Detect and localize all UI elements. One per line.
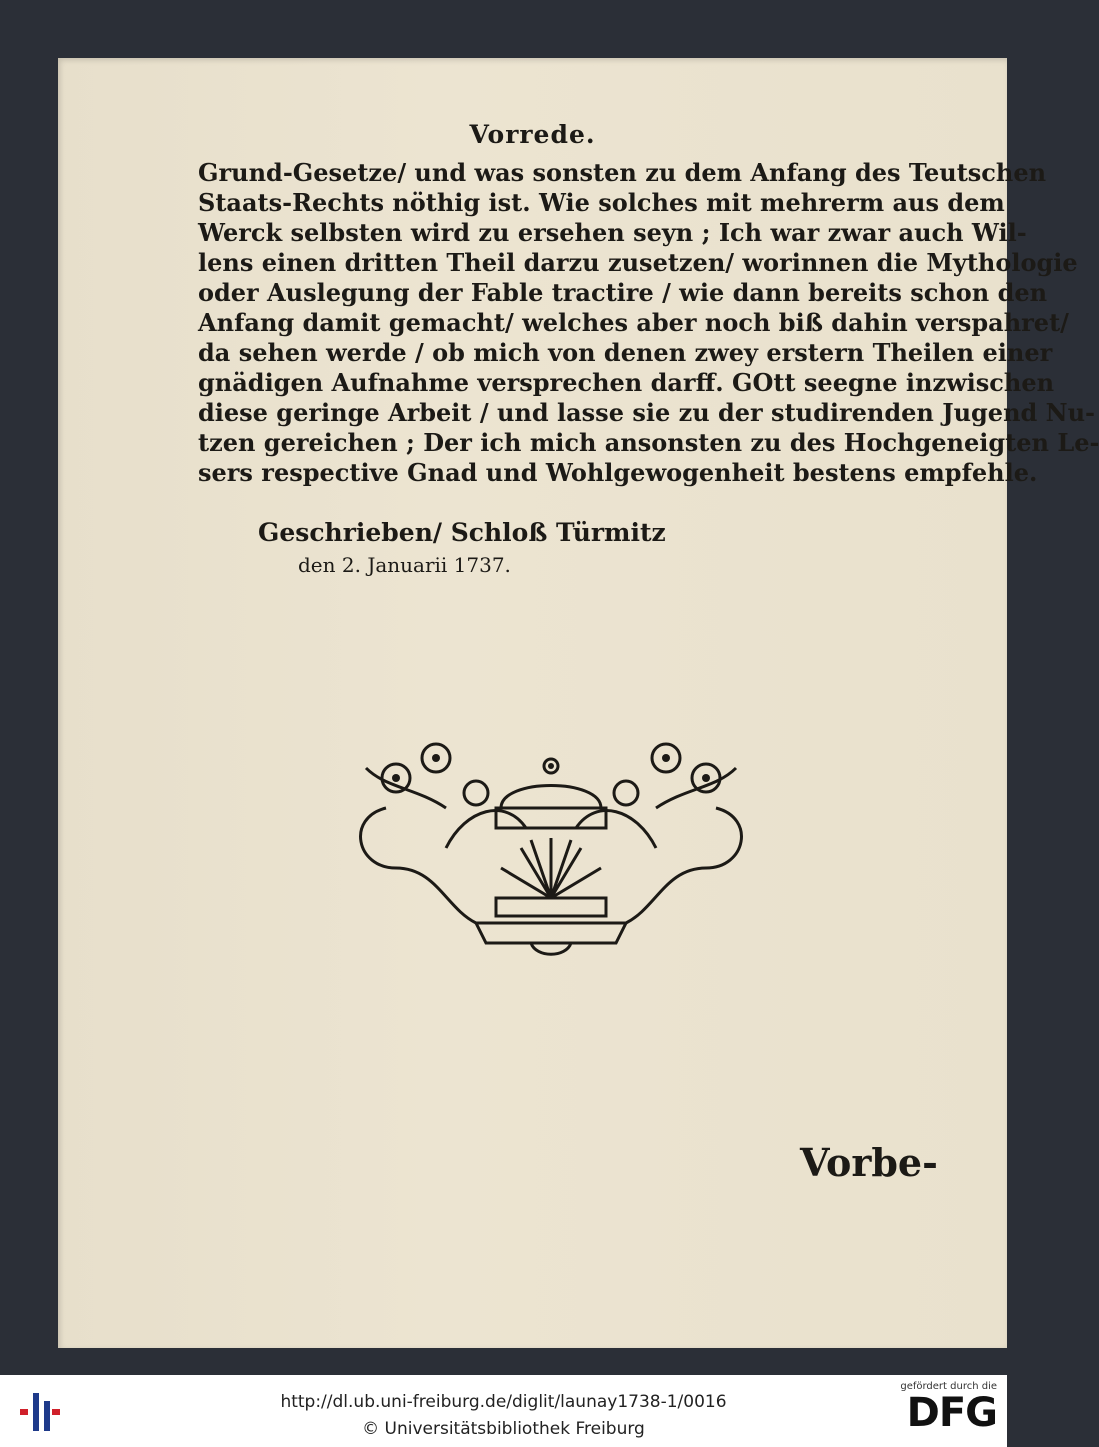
source-url-link[interactable]: http://dl.ub.uni-freiburg.de/diglit/launay1738-1/0016 (280, 1392, 727, 1412)
text-line: oder Auslegung der Fable tractire / wie dann bereits schon den (198, 278, 1048, 307)
signature-place: Geschrieben/ Schloß Türmitz (258, 518, 666, 547)
text-line: da sehen werde / ob mich von denen zwey erstern Theilen einer (198, 338, 1053, 367)
book-page (58, 58, 1099, 1348)
copyright-text: © Universitätsbibliothek Freiburg (362, 1419, 645, 1439)
text-line: Anfang damit gemacht/ welches aber noch biß dahin verspahret/ (198, 308, 1069, 337)
dfg-logo (885, 1381, 997, 1441)
signature-date: den 2. Januarii 1737. (298, 553, 511, 577)
page-header: Vorrede. (469, 120, 596, 149)
catchword: Vorbe- (800, 1140, 938, 1185)
text-line: Staats-Rechts nöthig ist. Wie solches mit mehrerm aus dem (198, 188, 1005, 217)
crown-ornament-icon (326, 698, 776, 958)
text-line: Grund-Gesetze/ und was sonsten zu dem Anfang des Teutschen (198, 158, 1047, 187)
body-text (198, 158, 1099, 488)
text-line: gnädigen Aufnahme versprechen darff. GOtt seegne inzwischen (198, 368, 1055, 397)
text-line: tzen gereichen ; Der ich mich ansonsten zu des Hochgeneigten Le- (198, 428, 1099, 457)
text-line: sers respective Gnad und Wohlgewogenheit bestens empfehle. (198, 458, 1038, 487)
dfg-caption: gefördert durch die (900, 1381, 997, 1392)
dfg-wordmark: DFG (906, 1390, 997, 1436)
text-line: Werck selbsten wird zu ersehen seyn ; Ich war zwar auch Wil- (198, 218, 1027, 247)
text-line: lens einen dritten Theil darzu zusetzen/ worinnen die Mythologie (198, 248, 1078, 277)
text-line: diese geringe Arbeit / und lasse sie zu der studirenden Jugend Nu- (198, 398, 1096, 427)
footer-bar (0, 1375, 1007, 1447)
